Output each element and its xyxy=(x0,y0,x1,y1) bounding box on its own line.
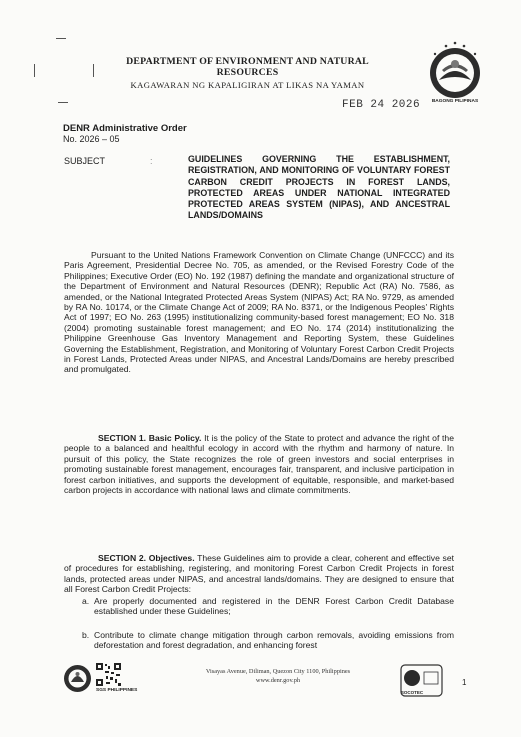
scan-mark-bottom xyxy=(58,102,68,103)
section-1-text: It is the policy of the State to protect and advance the right of the people to a balanced and healthful ecology in accord with the rhythm and harmony of nature. In pursuit of this policy, the State recognizes the role of green investors and social enterprises in promoting sustainable forest management, encourages fair, transparent, and inclusive participation in forest carbon initiatives, and supports the development of equitable, responsible, and market-based carbon projects in accordance with national laws and climate commitments. xyxy=(64,433,454,496)
list-marker: b. xyxy=(82,630,90,640)
list-item xyxy=(82,596,454,617)
department-name: DEPARTMENT OF ENVIRONMENT AND NATURAL RESOURCES xyxy=(126,56,369,78)
section-2-title: SECTION 2. Objectives. xyxy=(98,553,195,563)
scan-mark-bar-left xyxy=(34,64,35,77)
section-2-text: These Guidelines aim to provide a clear, coherent and effective set of procedures for establishing, registering, and monitoring Forest Carbon Credit Projects in forest lands, protected areas under NIPAS, and ancestral lands/domains. They are designed to ensure that all Forest Carbon Credit Projects: xyxy=(64,553,454,595)
section-1-title: SECTION 1. Basic Policy. xyxy=(98,433,202,443)
preamble-paragraph: Pursuant to the United Nations Framework Convention on Climate Change (UNFCCC) and its Paris Agreement, Presidential Decree No. 705, as amended, or the Revised Forestry Code of the Philippines; Executive Order (EO) No. 192 (1987) defining the mandate and organizational structure of the Department of Environment and Natural Resources (DENR); Republic Act (RA) No. 7586, as amended, or the National Integrated Protected Areas System (NIPAS) Act; RA No. 9729, as amended by RA No. 10174, or the Climate Change Act of 2009; RA No. 8371, or the Indigenous Peoples' Rights Act of 1997; EO No. 263 (1995) institutionalizing community-based forest management; EO No. 318 (2004) promoting sustainable forest management; and EO No. 174 (2014) institutionalizing the Philippine Greenhouse Gas Inventory Management and Reporting System, these Guidelines Governing the Establishment, Registration, and Monitoring of Voluntary Forest Carbon Credit Projects in Forest Lands, Protected Areas under NIPAS, and Ancestral Lands/Domains are hereby prescribed and promulgated. xyxy=(64,250,454,375)
section-1-paragraph xyxy=(64,433,454,495)
cert-label: SOCOTEC xyxy=(400,690,424,695)
page-number: 1 xyxy=(462,678,467,687)
footer-website: www.denr.gov.ph xyxy=(255,677,301,684)
subject-colon: : xyxy=(150,156,153,166)
denr-logo-icon xyxy=(63,664,92,693)
seal-caption: BAGONG PILIPINAS xyxy=(431,99,479,104)
order-number: No. 2026 – 05 xyxy=(63,134,120,144)
department-name-filipino: KAGAWARAN NG KAPALIGIRAN AT LIKAS NA YAMAN xyxy=(130,80,365,90)
list-item-text: Are properly documented and registered in the DENR Forest Carbon Credit Database established under these Guidelines; xyxy=(94,596,454,617)
subject-label: SUBJECT xyxy=(64,156,106,166)
scan-mark-bar-right xyxy=(93,64,94,77)
subject-text: GUIDELINES GOVERNING THE ESTABLISHMENT, REGISTRATION, AND MONITORING OF VOLUNTARY FOREST CARBON CREDIT PROJECTS IN FOREST LANDS, PROTECTED AREAS UNDER NATIONAL INTEGRATED PROTECTED AREAS SYSTEM (NIPAS), AND ANCESTRAL LANDS/DOMAINS xyxy=(188,154,450,221)
list-item xyxy=(82,630,454,651)
bagong-pilipinas-seal-icon xyxy=(420,40,490,102)
section-2-paragraph xyxy=(64,553,454,595)
letterhead xyxy=(95,56,400,90)
certification-caption: SGS PHILIPPINES xyxy=(96,688,138,693)
scan-mark-top xyxy=(56,38,66,39)
list-item-text: Contribute to climate change mitigation through carbon removals, avoiding emissions from deforestation and forest degradation, and enhancing forest xyxy=(94,630,454,651)
order-label: DENR Administrative Order xyxy=(63,123,187,134)
footer-address xyxy=(196,667,360,685)
certification-badge-icon xyxy=(400,664,443,697)
date-stamp: FEB 24 2026 xyxy=(342,99,421,111)
footer-address-line: Visayas Avenue, Diliman, Quezon City 1100, Philippines xyxy=(205,668,351,675)
qr-code-icon xyxy=(95,662,122,687)
list-marker: a. xyxy=(82,596,90,606)
